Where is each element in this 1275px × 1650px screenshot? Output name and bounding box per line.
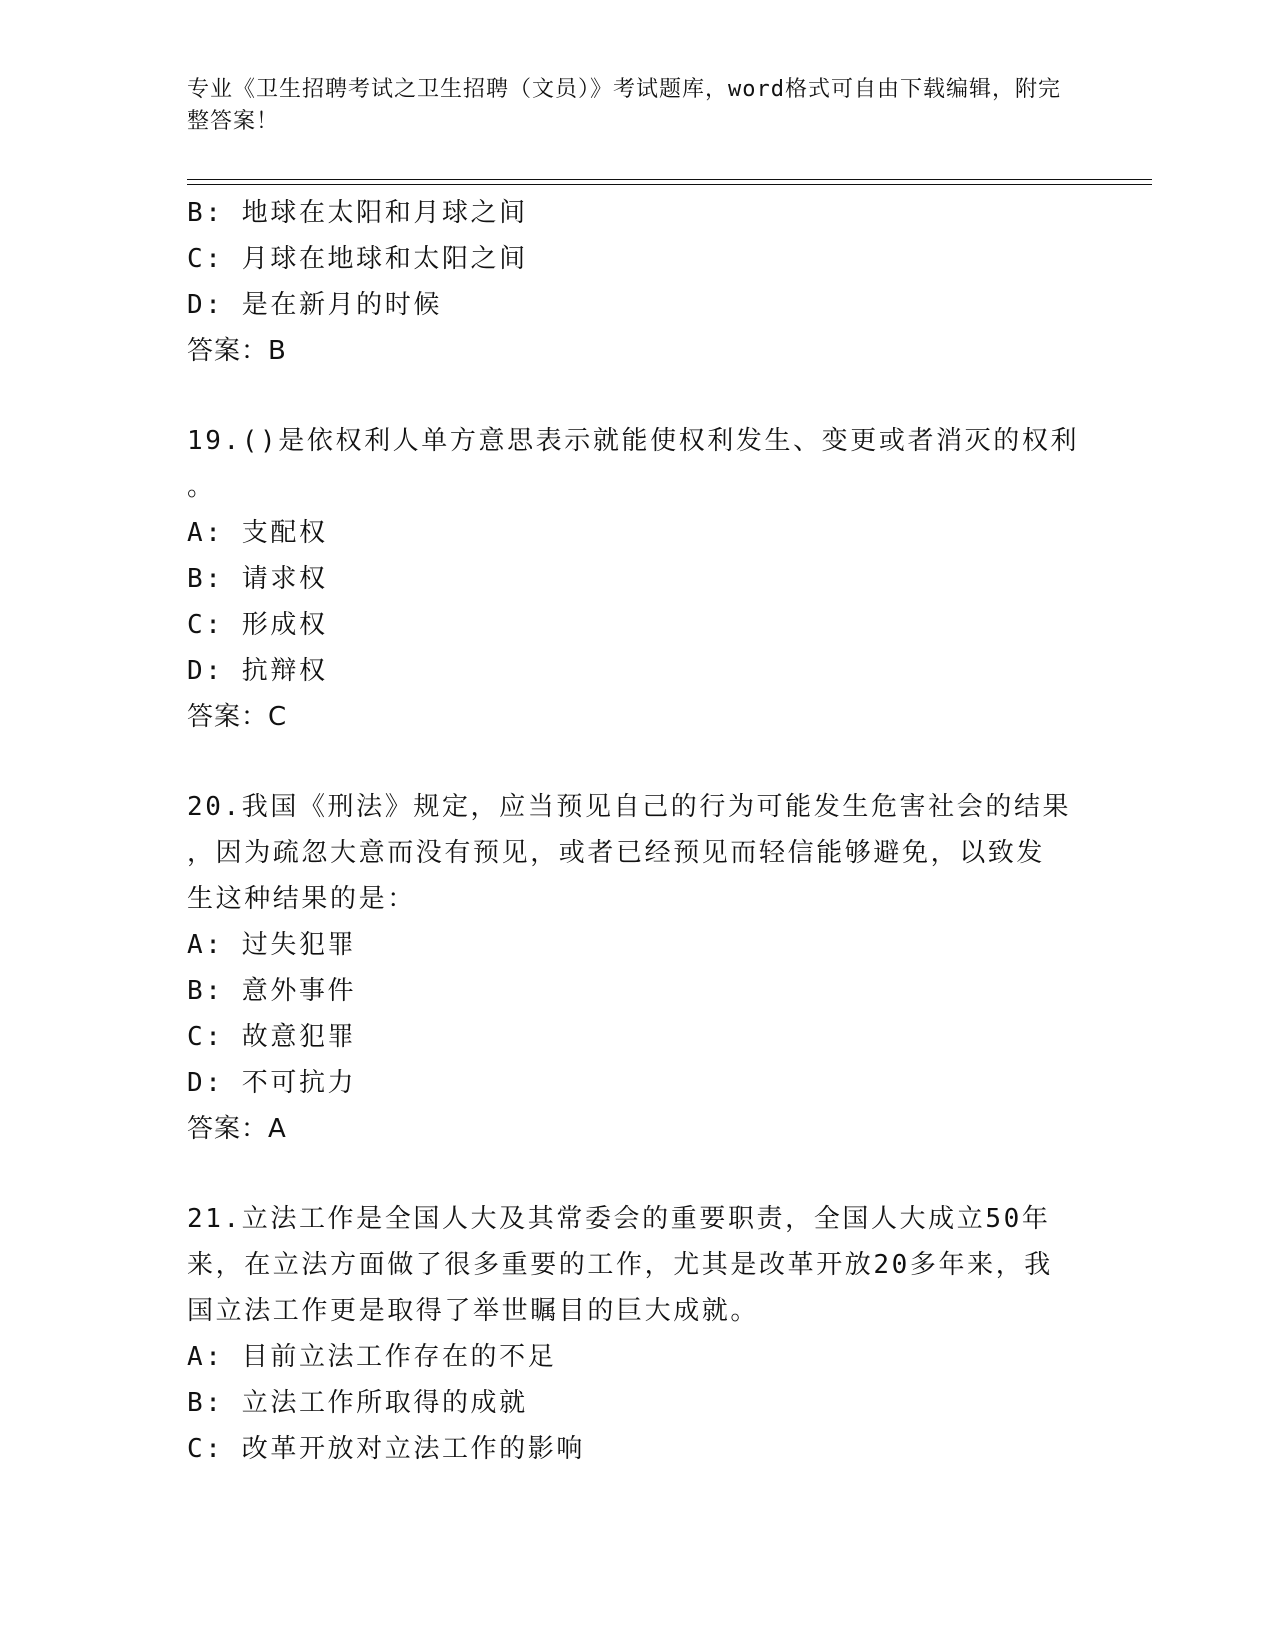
document-header: 专业《卫生招聘考试之卫生招聘（文员）》考试题库，word格式可自由下载编辑，附完整答案！ bbox=[187, 77, 1061, 134]
question-18 bbox=[187, 190, 1077, 374]
option-a: A: 支配权 bbox=[187, 518, 328, 548]
question-stem-line: ，因为疏忽大意而没有预见，或者已经预见而轻信能够避免，以致发 bbox=[187, 838, 1046, 868]
option-c: C: 故意犯罪 bbox=[187, 1022, 357, 1052]
option-c: C: 改革开放对立法工作的影响 bbox=[187, 1434, 585, 1464]
question-stem-line: 。 bbox=[187, 472, 216, 502]
header-divider-bottom bbox=[187, 184, 1152, 185]
question-stem-line: 21.立法工作是全国人大及其常委会的重要职责，全国人大成立50年 bbox=[187, 1204, 1051, 1234]
option-a: A: 目前立法工作存在的不足 bbox=[187, 1342, 557, 1372]
option-c: C: 形成权 bbox=[187, 610, 328, 640]
header-divider-top bbox=[187, 179, 1152, 180]
question-list bbox=[187, 190, 1080, 1472]
option-b: B: 立法工作所取得的成就 bbox=[187, 1388, 528, 1418]
option-b: B: 意外事件 bbox=[187, 976, 357, 1006]
option-a: A: 过失犯罪 bbox=[187, 930, 357, 960]
question-19 bbox=[187, 418, 1080, 740]
question-stem-line: 生这种结果的是： bbox=[187, 884, 416, 914]
question-stem-line: 来，在立法方面做了很多重要的工作，尤其是改革开放20多年来，我 bbox=[187, 1250, 1053, 1280]
question-20 bbox=[187, 784, 1077, 1152]
question-21 bbox=[187, 1196, 1077, 1472]
option-d: D: 不可抗力 bbox=[187, 1068, 357, 1098]
option-d: D: 是在新月的时候 bbox=[187, 290, 442, 320]
answer-line: 答案：B bbox=[187, 336, 287, 366]
option-b: B: 地球在太阳和月球之间 bbox=[187, 198, 528, 228]
option-b: B: 请求权 bbox=[187, 564, 328, 594]
question-stem-line: 19.()是依权利人单方意思表示就能使权利发生、变更或者消灭的权利 bbox=[187, 426, 1080, 456]
option-c: C: 月球在地球和太阳之间 bbox=[187, 244, 528, 274]
answer-line: 答案：A bbox=[187, 1114, 287, 1144]
option-d: D: 抗辩权 bbox=[187, 656, 328, 686]
answer-line: 答案：C bbox=[187, 702, 288, 732]
question-stem-line: 国立法工作更是取得了举世瞩目的巨大成就。 bbox=[187, 1296, 760, 1326]
question-stem-line: 20.我国《刑法》规定，应当预见自己的行为可能发生危害社会的结果 bbox=[187, 792, 1072, 822]
